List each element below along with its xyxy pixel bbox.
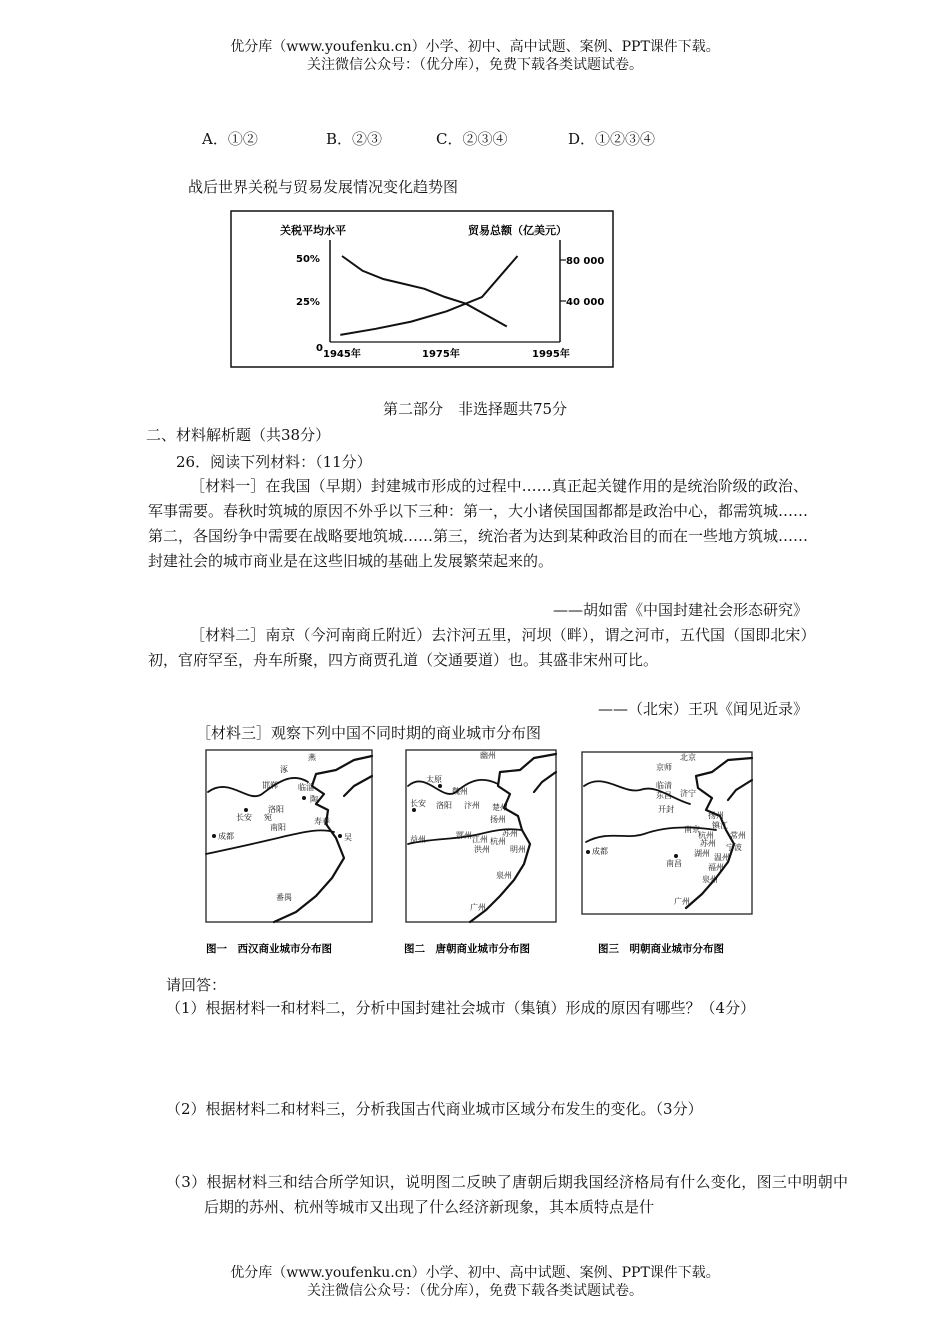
- left-tick-0: 0: [316, 343, 323, 354]
- city-map3-2: 临清: [656, 781, 672, 790]
- map1-caption: 图一 西汉商业城市分布图: [206, 943, 332, 955]
- page-header-line1: 优分库（www.youfenku.cn）小学、初中、高中试题、案例、PPT课件下载。: [230, 39, 720, 55]
- material-2: ［材料二］南京（今河南商丘附近）去汴河五里，河坝（畔），谓之河市，五代国（国即北宋）初，官府罕至，舟车所聚，四方商贾孔道（交通要道）也。其盛非宋州可比。: [148, 626, 808, 669]
- map2-caption: 图二 唐朝商业城市分布图: [404, 943, 530, 955]
- city-map1-5: 洛阳: [268, 805, 284, 814]
- answer-prompt: 请回答：: [166, 976, 227, 994]
- city-map1-9: 寿春: [314, 817, 330, 826]
- page-footer-line2: 关注微信公众号：（优分库），免费下载各类试题试卷。: [307, 1283, 643, 1299]
- material-3: ［材料三］观察下列中国不同时期的商业城市分布图: [196, 724, 542, 742]
- city-map2-0: 幽州: [480, 751, 496, 760]
- city-map1-8: 南阳: [270, 823, 286, 832]
- city-map3-6: 南京: [684, 825, 700, 834]
- city-map2-16: 益州: [410, 835, 426, 844]
- city-map1-6: 长安: [236, 813, 252, 822]
- city-map2-2: 魏州: [452, 787, 468, 796]
- city-map3-0: 北京: [680, 753, 696, 762]
- option-c: C．②③④: [436, 130, 508, 148]
- city-map2-9: 杭州: [490, 837, 506, 846]
- city-map1-12: 番禺: [276, 893, 292, 902]
- city-map2-11: 鄂州: [456, 831, 472, 840]
- option-b: B．②③: [326, 130, 383, 148]
- city-map2-5: 汴州: [464, 801, 480, 810]
- city-map3-18: 泉州: [702, 875, 718, 884]
- city-map2-1: 太原: [426, 775, 442, 784]
- map-ming: [582, 752, 752, 914]
- city-map2-3: 长安: [410, 799, 426, 808]
- yellow-river: [584, 781, 690, 804]
- city-map1-4: 陶: [310, 795, 318, 804]
- x-tick-1945: 1945年: [323, 349, 361, 360]
- city-map2-8: 苏州: [502, 829, 518, 838]
- material-1: ［材料一］在我国（早期）封建城市形成的过程中……真正起关键作用的是统治阶级的政治、军事需要。春秋时筑城的原因不外乎以下三种：第一，大小诸侯国国都都是政治中心，都需筑城……第二，各国纷争中需要在战略要地筑城……第三，统治者为达到某种政治目的而在一些地方筑城……封建社会的城市商业是在这些旧城的基础上发展繁荣起来的。: [148, 477, 809, 570]
- city-map3-8: 镇江: [712, 821, 728, 830]
- material-2-source: ——（北宋）王巩《闻见近录》: [597, 700, 808, 718]
- right-tick-80000: 80 000: [566, 256, 605, 267]
- city-map1-11: 成都: [218, 832, 234, 841]
- section-title: 二、材料解析题（共38分）: [146, 426, 331, 444]
- city-map1-7: 宛: [264, 813, 272, 822]
- city-map3-9: 苏州: [700, 839, 716, 848]
- city-map2-7: 楚州: [492, 803, 508, 812]
- map-western-han: [206, 750, 372, 922]
- x-tick-1995: 1995年: [532, 349, 570, 360]
- city-map2-6: 扬州: [490, 815, 506, 824]
- city-map3-11: 杭州: [698, 831, 714, 840]
- city-map3-7: 扬州: [708, 811, 724, 820]
- city-map3-19: 广州: [674, 897, 690, 906]
- city-map3-5: 开封: [658, 805, 674, 814]
- tariff-trade-chart: [230, 210, 614, 368]
- city-map3-14: 成都: [592, 847, 608, 856]
- question-1: （1）根据材料一和材料二，分析中国封建社会城市（集镇）形成的原因有哪些？（4分）: [166, 999, 756, 1017]
- right-tick-40000: 40 000: [566, 297, 605, 308]
- option-a: A．①②: [202, 130, 258, 148]
- peninsula: [344, 776, 372, 796]
- part2-title: 第二部分 非选择题共75分: [382, 400, 568, 418]
- right-axis-title: 贸易总额（亿美元）: [468, 224, 567, 237]
- city-map1-10: 吴: [344, 833, 352, 842]
- city-map3-4: 济宁: [680, 789, 696, 798]
- page-header-line2: 关注微信公众号：（优分库），免费下载各类试题试卷。: [307, 57, 643, 73]
- commercial-city-maps: [204, 746, 756, 962]
- x-tick-1975: 1975年: [422, 349, 460, 360]
- city-map1-0: 燕: [308, 753, 316, 762]
- city-map3-3: 东昌: [656, 791, 672, 800]
- left-tick-50: 50%: [296, 254, 320, 265]
- left-axis-title: 关税平均水平: [280, 224, 346, 237]
- question-3: （3）根据材料三和结合所学知识，说明图二反映了唐朝后期我国经济格局有什么变化，图三中明朝中后期的苏州、杭州等城市又出现了什么经济新现象，其本质特点是什: [166, 1173, 848, 1216]
- city-map2-14: 泉州: [496, 871, 512, 880]
- city-map3-13: 宁波: [726, 843, 742, 852]
- city-map2-10: 明州: [510, 845, 526, 854]
- city-map2-15: 广州: [470, 903, 486, 912]
- question-26-intro: 26．阅读下列材料：（11分）: [176, 453, 372, 471]
- city-map1-2: 邯郸: [262, 781, 278, 790]
- left-tick-25: 25%: [296, 297, 320, 308]
- city-map3-17: 温州: [714, 853, 730, 862]
- chart-caption: 战后世界关税与贸易发展情况变化趋势图: [188, 178, 459, 196]
- city-map3-15: 南昌: [666, 859, 682, 868]
- city-map1-1: 涿: [280, 765, 288, 774]
- city-map3-10: 常州: [730, 831, 746, 840]
- city-map3-16: 福州: [708, 863, 724, 872]
- material-1-source: ——胡如雷《中国封建社会形态研究》: [552, 601, 808, 619]
- option-d: D．①②③④: [568, 130, 656, 148]
- city-map3-1: 京师: [656, 763, 672, 772]
- city-map2-13: 洪州: [474, 845, 490, 854]
- city-map1-3: 临淄: [298, 783, 314, 792]
- city-map2-4: 洛阳: [436, 801, 452, 810]
- map-tang: [406, 750, 556, 922]
- map3-caption: 图三 明朝商业城市分布图: [598, 943, 724, 955]
- page-footer-line1: 优分库（www.youfenku.cn）小学、初中、高中试题、案例、PPT课件下载。: [230, 1265, 720, 1281]
- peninsula: [534, 772, 556, 792]
- question-2: （2）根据材料二和材料三，分析我国古代商业城市区域分布发生的变化。（3分）: [166, 1100, 703, 1118]
- city-map3-12: 湖州: [694, 849, 710, 858]
- city-map2-12: 江州: [472, 835, 488, 844]
- yellow-river: [208, 778, 308, 796]
- peninsula: [728, 780, 752, 800]
